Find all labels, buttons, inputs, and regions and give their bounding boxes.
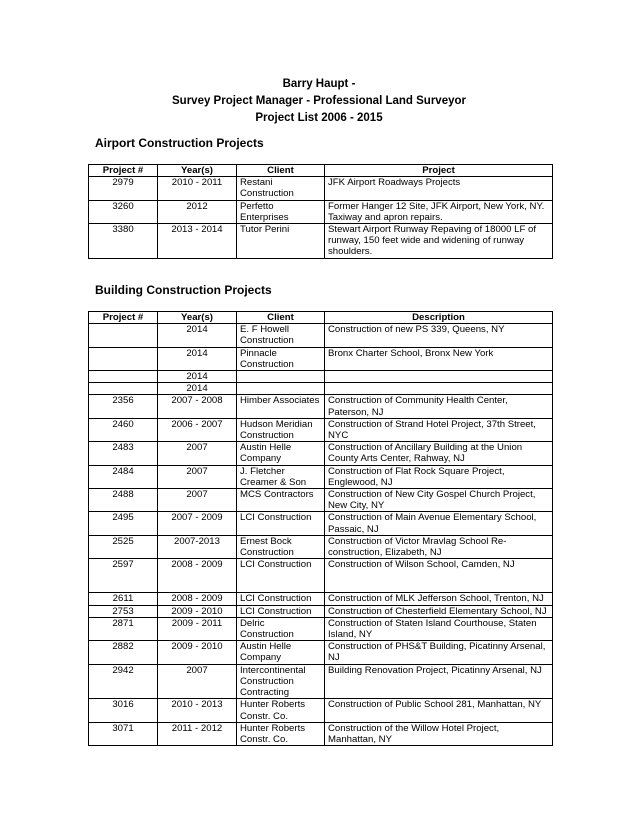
project-years: 2006 - 2007	[158, 418, 237, 441]
project-description	[325, 371, 553, 383]
project-client	[237, 383, 325, 395]
project-description: Construction of Strand Hotel Project, 37th Street, NYC	[325, 418, 553, 441]
project-years: 2009 - 2011	[158, 617, 237, 640]
table-row	[89, 418, 553, 441]
project-number: 2979	[89, 177, 158, 200]
project-number: 2942	[89, 664, 158, 699]
project-number: 2488	[89, 489, 158, 512]
table-header-row	[89, 312, 553, 324]
project-description: Bronx Charter School, Bronx New York	[325, 347, 553, 370]
table-row	[89, 442, 553, 465]
table-row	[89, 512, 553, 535]
project-client: LCI Construction	[237, 593, 325, 605]
project-years: 2010 - 2011	[158, 177, 237, 200]
building-projects-table	[88, 311, 553, 746]
project-number: 2597	[89, 559, 158, 593]
project-number: 3016	[89, 699, 158, 722]
project-description: Construction of new PS 339, Queens, NY	[325, 324, 553, 347]
project-description: Stewart Airport Runway Repaving of 18000 LF of runway, 150 feet wide and widening of runway shoulders.	[325, 224, 553, 259]
project-number: 2882	[89, 641, 158, 664]
project-description: Construction of Community Health Center, Paterson, NJ	[325, 395, 553, 418]
project-description: Building Renovation Project, Picatinny Arsenal, NJ	[325, 664, 553, 699]
table-row	[89, 395, 553, 418]
project-description: Construction of MLK Jefferson School, Trenton, NJ	[325, 593, 553, 605]
project-years: 2014	[158, 324, 237, 347]
project-client: Intercontinental Construction Contracting	[237, 664, 325, 699]
table-row	[89, 559, 553, 593]
project-number: 2460	[89, 418, 158, 441]
author-role: Survey Project Manager - Professional Land Surveyor	[172, 95, 466, 107]
project-client: Himber Associates	[237, 395, 325, 418]
project-description: Construction of the Willow Hotel Project, Manhattan, NY	[325, 722, 553, 745]
building-section-title: Building Construction Projects	[95, 283, 272, 297]
table-row	[89, 324, 553, 347]
project-description: Former Hanger 12 Site, JFK Airport, New York, NY. Taxiway and apron repairs.	[325, 200, 553, 223]
table-row	[89, 535, 553, 558]
project-client: Ernest Bock Construction	[237, 535, 325, 558]
project-number: 2483	[89, 442, 158, 465]
project-client: Tutor Perini	[237, 224, 325, 259]
project-years: 2009 - 2010	[158, 641, 237, 664]
project-description	[325, 559, 553, 593]
project-years: 2007	[158, 442, 237, 465]
project-client: MCS Contractors	[237, 489, 325, 512]
project-description: Construction of Staten Island Courthouse, Staten Island, NY	[325, 617, 553, 640]
airport-projects-table	[88, 164, 553, 259]
column-header: Project	[325, 165, 553, 177]
project-years: 2014	[158, 347, 237, 370]
project-years: 2010 - 2013	[158, 699, 237, 722]
project-years: 2014	[158, 371, 237, 383]
document-header	[0, 76, 638, 127]
table-header-row	[89, 165, 553, 177]
project-years: 2007 - 2008	[158, 395, 237, 418]
project-client: Austin Helle Company	[237, 641, 325, 664]
table-row	[89, 347, 553, 370]
project-number: 2525	[89, 535, 158, 558]
table-row	[89, 383, 553, 395]
project-number: 3260	[89, 200, 158, 223]
project-number: 3071	[89, 722, 158, 745]
table-row	[89, 371, 553, 383]
project-number	[89, 324, 158, 347]
project-years: 2007	[158, 664, 237, 699]
table-row	[89, 641, 553, 664]
project-client: Perfetto Enterprises	[237, 200, 325, 223]
project-years: 2013 - 2014	[158, 224, 237, 259]
column-header: Client	[237, 165, 325, 177]
project-number: 2611	[89, 593, 158, 605]
project-years: 2011 - 2012	[158, 722, 237, 745]
project-years: 2014	[158, 383, 237, 395]
project-description: Construction of Ancillary Building at the Union County Arts Center, Rahway, NJ	[325, 442, 553, 465]
row-spacer	[328, 570, 549, 592]
project-years: 2007	[158, 465, 237, 488]
project-client: Hunter Roberts Constr. Co.	[237, 722, 325, 745]
column-header: Client	[237, 312, 325, 324]
project-client: LCI Construction	[237, 512, 325, 535]
project-description: Construction of PHS&T Building, Picatinny Arsenal, NJ	[325, 641, 553, 664]
project-number	[89, 347, 158, 370]
project-description: Construction of Victor Mravlag School Re-construction, Elizabeth, NJ	[325, 535, 553, 558]
project-description: JFK Airport Roadways Projects	[325, 177, 553, 200]
column-header: Project #	[89, 312, 158, 324]
table-row	[89, 664, 553, 699]
project-client: Austin Helle Company	[237, 442, 325, 465]
project-client: Hudson Meridian Construction	[237, 418, 325, 441]
table-row	[89, 200, 553, 223]
project-number: 3380	[89, 224, 158, 259]
project-description: Construction of Main Avenue Elementary School, Passaic, NJ	[325, 512, 553, 535]
description-text: Construction of Wilson School, Camden, NJ	[328, 559, 515, 571]
table-row	[89, 605, 553, 617]
project-number: 2495	[89, 512, 158, 535]
project-years: 2007	[158, 489, 237, 512]
project-client: Pinnacle Construction	[237, 347, 325, 370]
project-client: E. F Howell Construction	[237, 324, 325, 347]
project-years: 2008 - 2009	[158, 559, 237, 593]
table-row	[89, 465, 553, 488]
project-description: Construction of New City Gospel Church Project, New City, NY	[325, 489, 553, 512]
table-row	[89, 177, 553, 200]
project-client: Delric Construction	[237, 617, 325, 640]
project-years: 2007-2013	[158, 535, 237, 558]
project-number	[89, 371, 158, 383]
project-description	[325, 383, 553, 395]
project-client	[237, 371, 325, 383]
table-row	[89, 699, 553, 722]
column-header: Description	[325, 312, 553, 324]
table-row	[89, 593, 553, 605]
project-years: 2007 - 2009	[158, 512, 237, 535]
project-years: 2012	[158, 200, 237, 223]
project-number: 2871	[89, 617, 158, 640]
column-header: Year(s)	[158, 165, 237, 177]
document-subtitle: Project List 2006 - 2015	[255, 112, 383, 124]
author-name: Barry Haupt -	[282, 78, 356, 90]
table-row	[89, 489, 553, 512]
project-description: Construction of Public School 281, Manhattan, NY	[325, 699, 553, 722]
project-description: Construction of Flat Rock Square Project, Englewood, NJ	[325, 465, 553, 488]
project-client: Restani Construction	[237, 177, 325, 200]
airport-section-title: Airport Construction Projects	[95, 136, 264, 150]
project-years: 2009 - 2010	[158, 605, 237, 617]
table-row	[89, 722, 553, 745]
table-row	[89, 617, 553, 640]
project-years: 2008 - 2009	[158, 593, 237, 605]
project-client: Hunter Roberts Constr. Co.	[237, 699, 325, 722]
project-client: LCI Construction	[237, 605, 325, 617]
project-number: 2753	[89, 605, 158, 617]
table-row	[89, 224, 553, 259]
project-number: 2356	[89, 395, 158, 418]
column-header: Year(s)	[158, 312, 237, 324]
column-header: Project #	[89, 165, 158, 177]
project-client: J. Fletcher Creamer & Son	[237, 465, 325, 488]
project-number	[89, 383, 158, 395]
project-number: 2484	[89, 465, 158, 488]
project-description: Construction of Chesterfield Elementary School, NJ	[325, 605, 553, 617]
project-client: LCI Construction	[237, 559, 325, 593]
